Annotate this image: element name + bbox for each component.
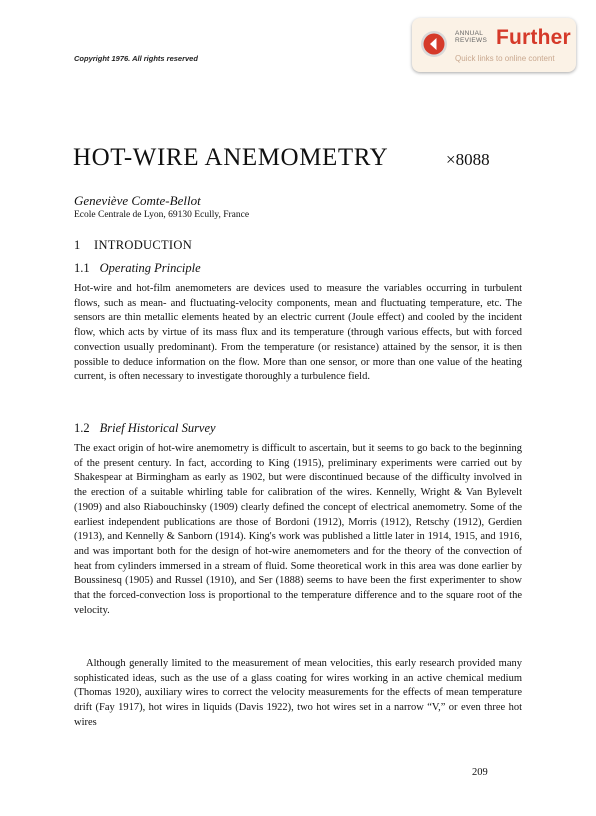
back-arrow-circle-icon bbox=[420, 30, 448, 58]
subsection-title: Operating Principle bbox=[99, 261, 201, 275]
subsection-heading-operating-principle bbox=[74, 261, 201, 276]
copyright-notice: Copyright 1976. All rights reserved bbox=[74, 54, 198, 63]
subsection-number: 1.1 bbox=[74, 261, 90, 275]
annual-reviews-further-badge[interactable] bbox=[412, 18, 576, 72]
section-heading-introduction bbox=[74, 238, 192, 253]
article-code: ×8088 bbox=[446, 150, 490, 169]
paragraph-early-research: Although generally limited to the measurement of mean velocities, this early research provided many sophisticated ideas, such as the use of a glass coating for wires working in an active chemical medium (Thomas 1920), auxiliary wires to correct the velocity measurements for the effects of mean temperature drift (Fay 1917), hot wires in liquids (Davis 1922), two hot wires set in a narrow “V,” or even three hot wires bbox=[74, 658, 522, 728]
subsection-heading-historical-survey bbox=[74, 421, 216, 436]
page-number: 209 bbox=[472, 767, 488, 778]
further-brand-label: Further bbox=[496, 26, 571, 49]
author-name: Geneviève Comte-Bellot bbox=[74, 193, 201, 208]
section-number: 1 bbox=[74, 238, 81, 252]
author-affiliation: Ecole Centrale de Lyon, 69130 Ecully, France bbox=[74, 210, 250, 220]
subsection-number: 1.2 bbox=[74, 421, 90, 435]
badge-subtitle: Quick links to online content bbox=[455, 54, 555, 63]
subsection-title: Brief Historical Survey bbox=[99, 421, 216, 435]
paragraph-historical-survey: The exact origin of hot-wire anemometry is difficult to ascertain, but it seems to go back to the beginning of the present century. In fact, according to King (1915), preliminary experiments were carried out by Shakespear at Birmingham as early as 1902, but were discontinued because of the difficulty involved in the erection of a suitable whirling table for calibration of the wires. Kennelly, Wright & Van Bylevelt (1909) and also Riabouchinsky (1909) clearly defined the concept of electrical anemometry. Some of the earliest independent publications are those of Bordoni (1912), Morris (1912), Retschy (1912), Gerdien (1913), and Kennelly & Sanborn (1914). King's work was published a little later in 1914, 1915, and 1916, and was important both for the design of hot-wire anemometers and for the theory of the convection of heat from cylinders immersed in a stream of fluid. Some theoretical work in this area was done earlier by Boussinesq (1905) and Russel (1910), and Ser (1888) seems to have been the first experimenter to show that the forced-convection loss is proportional to the temperature difference and to the square root of the velocity. bbox=[74, 443, 522, 616]
publisher-name: ANNUAL REVIEWS bbox=[455, 30, 488, 44]
paragraph-operating-principle: Hot-wire and hot-film anemometers are devices used to measure the variables occurring in turbulent flows, such as mean- and fluctuating-velocity components, mean and fluctuating temperature, etc. The sensors are thin metallic elements heated by an electric current (Joule effect) and cooled by the incident flow, which acts by virtue of its mass flux and its temperature (through various effects, but with forced convection usually predominant). From the temperature (or resistance) attained by the sensor, it is then possible to deduce information on the flow. More than one sensor, or more than one value of the heating current, is often necessary to investigate thoroughly a turbulence field. bbox=[74, 283, 522, 383]
section-title: INTRODUCTION bbox=[94, 238, 193, 252]
article-title: HOT-WIRE ANEMOMETRY bbox=[73, 144, 389, 171]
